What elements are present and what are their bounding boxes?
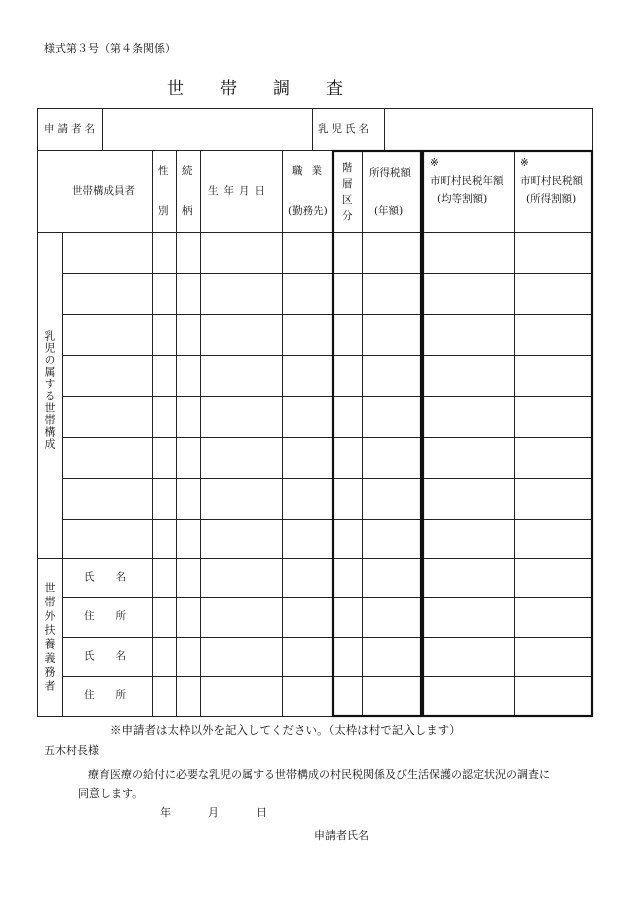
section-household-label: 乳児の属する世帯構成 xyxy=(43,330,56,450)
date-month-label: 月 xyxy=(208,806,219,819)
supporter-address-label-2: 住 所 xyxy=(84,689,126,701)
infant-name-label: 乳児氏名 xyxy=(318,123,372,135)
applicant-name-field[interactable] xyxy=(108,124,306,138)
thick-frame-municipal xyxy=(423,151,592,716)
supporter-address-label-1: 住 所 xyxy=(84,610,126,622)
header-sex-1: 性 xyxy=(158,165,169,177)
applicant-name-label: 申請者名 xyxy=(44,123,98,135)
header-income-tax-annual: (年額) xyxy=(374,205,404,217)
date-year-label: 年 xyxy=(160,806,171,819)
consent-text-line1: 療育医療の給付に必要な乳児の属する世帯構成の村民税関係及び生活保護の認定状況の調査に xyxy=(88,768,550,781)
date-day-label: 日 xyxy=(256,806,267,819)
header-sex-2: 別 xyxy=(158,205,169,217)
header-relation-1: 続 xyxy=(182,165,193,177)
consent-text-line2: 同意します。 xyxy=(78,787,144,800)
header-tier-3: 区 xyxy=(342,194,353,206)
supporter-name-label-2: 氏 名 xyxy=(84,650,126,662)
header-tier-2: 層 xyxy=(342,178,353,190)
header-relation-2: 柄 xyxy=(182,205,193,217)
header-member: 世帯構成員者 xyxy=(72,185,135,197)
header-muni-tax-income: 市町村民税額 xyxy=(520,175,583,187)
header-income-tax: 所得税額 xyxy=(369,167,411,179)
thick-frame-tax xyxy=(333,151,421,716)
section-supporters-label: 世帯外扶養義務者 xyxy=(43,582,56,694)
addressee: 五木村長様 xyxy=(44,744,99,757)
header-muni-tax-flat: 市町村民税年額 xyxy=(430,175,504,187)
mark-muni-income: ※ xyxy=(520,157,529,169)
signature-label: 申請者氏名 xyxy=(314,829,369,842)
table-outer-border xyxy=(38,109,593,717)
header-birthdate: 生年月日 xyxy=(208,185,270,197)
header-workplace: (勤務先) xyxy=(288,205,328,217)
supporter-name-label-1: 氏 名 xyxy=(84,571,126,583)
header-occupation: 職業 xyxy=(292,165,331,177)
mark-muni-flat: ※ xyxy=(430,157,439,169)
header-tier-1: 階 xyxy=(342,162,353,174)
infant-name-field[interactable] xyxy=(390,124,586,138)
page-title: 世帯調査 xyxy=(167,79,379,99)
instruction-note: ※申請者は太枠以外を記入してください。（太枠は村で記入します） xyxy=(110,723,461,737)
form-number: 様式第３号（第４条関係） xyxy=(44,42,176,55)
header-muni-tax-income-sub: (所得割額) xyxy=(526,193,577,205)
header-muni-tax-flat-sub: (均等割額) xyxy=(437,193,488,205)
header-tier-4: 分 xyxy=(342,210,353,222)
